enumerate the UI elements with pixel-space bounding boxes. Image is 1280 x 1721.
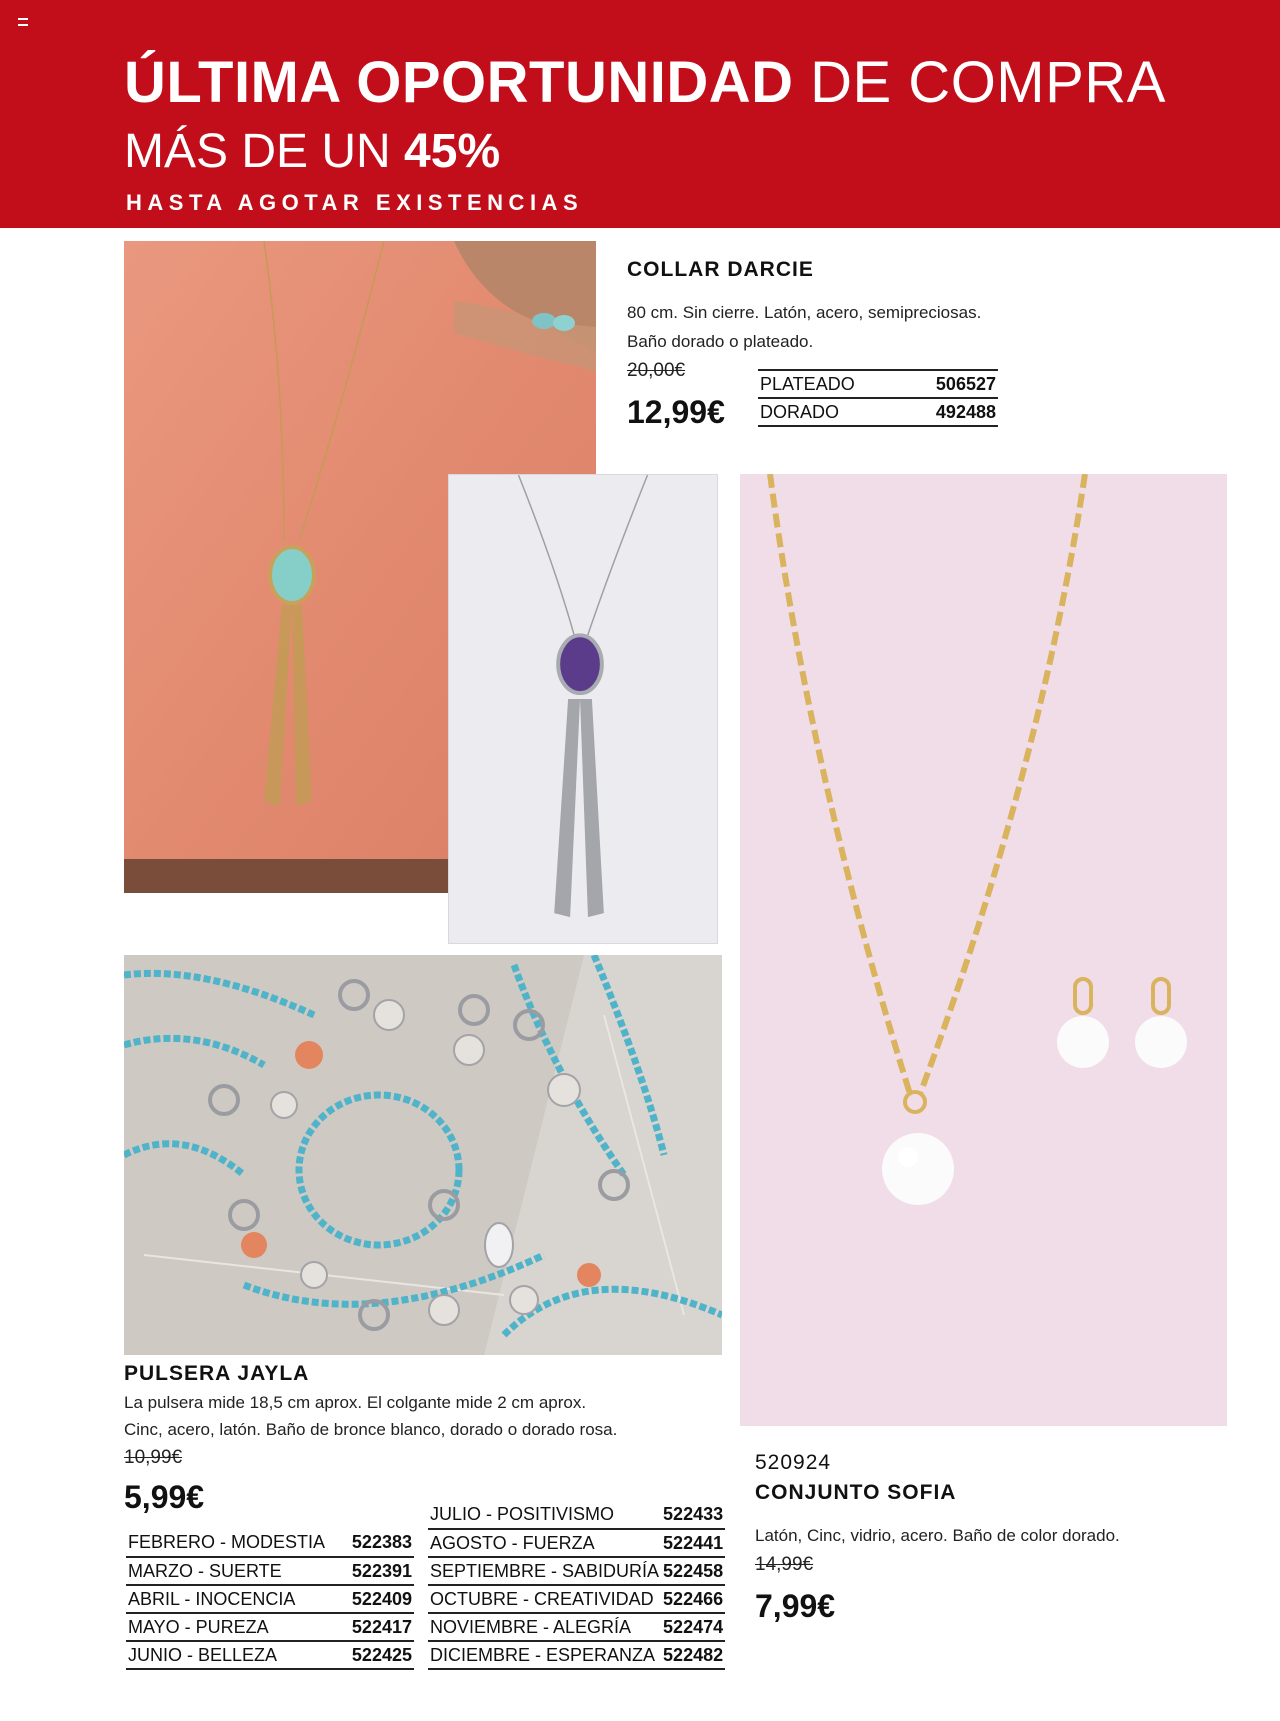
conjunto-sofia-old-price: 14,99€	[755, 1554, 814, 1575]
collar-darcie-desc-line1: 80 cm. Sin cierre. Latón, acero, semipreciosas.	[627, 303, 982, 322]
pulsera-jayla-photo	[124, 955, 722, 1355]
month-code: 522458	[661, 1557, 725, 1585]
discount-percent: 45%	[404, 125, 501, 178]
banner-subline	[124, 124, 500, 180]
table-row	[758, 398, 998, 426]
month-name: ABRIL - INOCENCIA	[126, 1585, 344, 1613]
conjunto-sofia-price: 7,99€	[755, 1588, 836, 1624]
variant-code: 506527	[904, 370, 998, 398]
subline-regular: MÁS DE UN	[124, 125, 391, 178]
pulsera-jayla-desc-line1: La pulsera mide 18,5 cm aprox. El colgante mide 2 cm aprox.	[124, 1393, 587, 1412]
variant-code: 492488	[904, 398, 998, 426]
conjunto-sofia-desc: Latón, Cinc, vidrio, acero. Baño de color dorado.	[755, 1526, 1120, 1545]
month-code: 522409	[344, 1585, 414, 1613]
table-row	[428, 1557, 725, 1585]
month-name: NOVIEMBRE - ALEGRÍA	[428, 1613, 661, 1641]
headline-bold: ÚLTIMA OPORTUNIDAD	[124, 50, 794, 115]
table-row	[126, 1613, 414, 1641]
collar-darcie-price: 12,99€	[627, 394, 725, 430]
collar-darcie-silver-photo	[448, 474, 718, 944]
table-row	[126, 1529, 414, 1557]
table-row	[126, 1585, 414, 1613]
collar-darcie-desc-line2: Baño dorado o plateado.	[627, 332, 814, 351]
month-name: JULIO - POSITIVISMO	[428, 1501, 661, 1529]
month-code: 522433	[661, 1501, 725, 1529]
variant-name: PLATEADO	[758, 370, 904, 398]
menu-icon	[18, 18, 28, 26]
table-row	[428, 1641, 725, 1669]
pulsera-jayla-left-codes	[126, 1529, 414, 1670]
table-row	[428, 1501, 725, 1529]
banner-tagline: HASTA AGOTAR EXISTENCIAS	[126, 190, 584, 215]
pulsera-jayla-right-codes	[428, 1501, 725, 1670]
pulsera-jayla-title: PULSERA JAYLA	[124, 1362, 310, 1385]
table-row	[428, 1585, 725, 1613]
month-code: 522474	[661, 1613, 725, 1641]
collar-darcie-old-price: 20,00€	[627, 360, 686, 381]
promo-banner	[0, 0, 1280, 228]
table-row	[126, 1641, 414, 1669]
month-name: MAYO - PUREZA	[126, 1613, 344, 1641]
month-code: 522482	[661, 1641, 725, 1669]
month-code: 522417	[344, 1613, 414, 1641]
table-row	[758, 370, 998, 398]
month-name: AGOSTO - FUERZA	[428, 1529, 661, 1557]
month-name: OCTUBRE - CREATIVIDAD	[428, 1585, 661, 1613]
variant-name: DORADO	[758, 398, 904, 426]
conjunto-sofia-title: CONJUNTO SOFIA	[755, 1481, 957, 1504]
pulsera-jayla-desc-line2: Cinc, acero, latón. Baño de bronce blanco, dorado o dorado rosa.	[124, 1420, 618, 1439]
pulsera-jayla-price: 5,99€	[124, 1479, 205, 1515]
month-name: DICIEMBRE - ESPERANZA	[428, 1641, 661, 1669]
month-name: JUNIO - BELLEZA	[126, 1641, 344, 1669]
month-name: MARZO - SUERTE	[126, 1557, 344, 1585]
banner-headline	[124, 50, 1166, 116]
month-name: SEPTIEMBRE - SABIDURÍA	[428, 1557, 661, 1585]
month-code: 522466	[661, 1585, 725, 1613]
month-name: FEBRERO - MODESTIA	[126, 1529, 344, 1557]
table-row	[428, 1613, 725, 1641]
month-code: 522425	[344, 1641, 414, 1669]
pulsera-jayla-old-price: 10,99€	[124, 1447, 183, 1468]
table-row	[126, 1557, 414, 1585]
collar-darcie-title: COLLAR DARCIE	[627, 258, 814, 281]
headline-regular: DE COMPRA	[810, 50, 1166, 115]
table-row	[428, 1529, 725, 1557]
conjunto-sofia-photo	[740, 474, 1227, 1426]
month-code: 522383	[344, 1529, 414, 1557]
month-code: 522391	[344, 1557, 414, 1585]
collar-darcie-variant-table	[758, 369, 998, 427]
conjunto-sofia-ref: 520924	[755, 1451, 832, 1474]
month-code: 522441	[661, 1529, 725, 1557]
